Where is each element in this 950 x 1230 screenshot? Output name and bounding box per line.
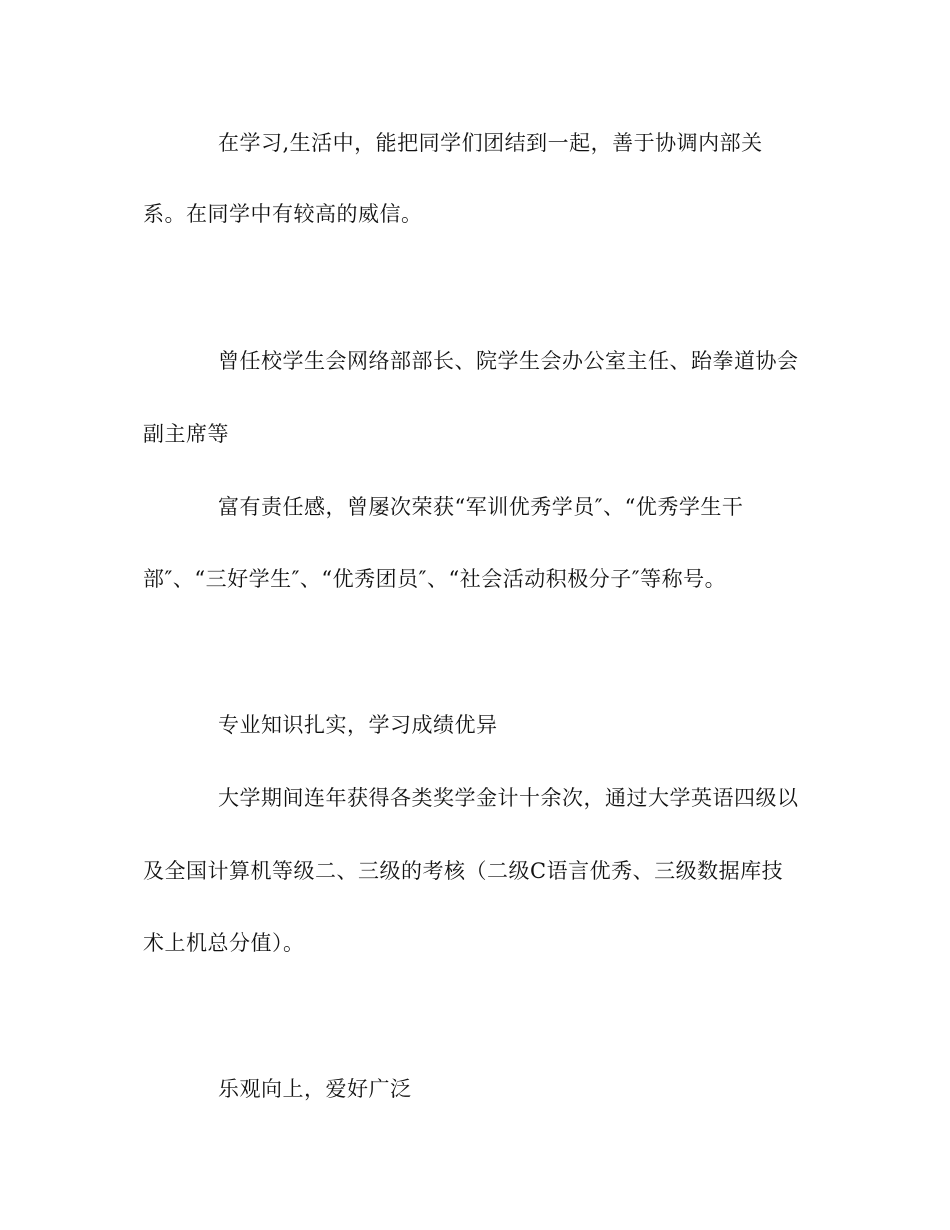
paragraph-1-line-1: 在学习,生活中，能把同学们团结到一起，善于协调内部关	[218, 131, 763, 155]
paragraph-1-line-2: 系。在同学中有较高的威信。	[143, 202, 423, 226]
paragraph-5-line-2: 及全国计算机等级二、三级的考核（二级C语言优秀、三级数据库技	[143, 859, 784, 883]
paragraph-4-line-1: 专业知识扎实，学习成绩优异	[218, 713, 498, 737]
paragraph-2-line-2: 副主席等	[143, 422, 229, 446]
paragraph-3-line-2: 部″、“三好学生″、“优秀团员″、“社会活动积极分子″等称号。	[143, 567, 727, 591]
paragraph-2-line-1: 曾任校学生会网络部部长、院学生会办公室主任、跆拳道协会	[218, 349, 799, 373]
paragraph-5-line-1: 大学期间连年获得各类奖学金计十余次，通过大学英语四级以	[218, 786, 799, 810]
paragraph-6-line-1: 乐观向上，爱好广泛	[218, 1077, 412, 1101]
paragraph-3-line-1: 富有责任感，曾屡次荣获“军训优秀学员″、“优秀学生干	[218, 495, 744, 519]
paragraph-5-line-3: 术上机总分值）。	[143, 931, 305, 955]
